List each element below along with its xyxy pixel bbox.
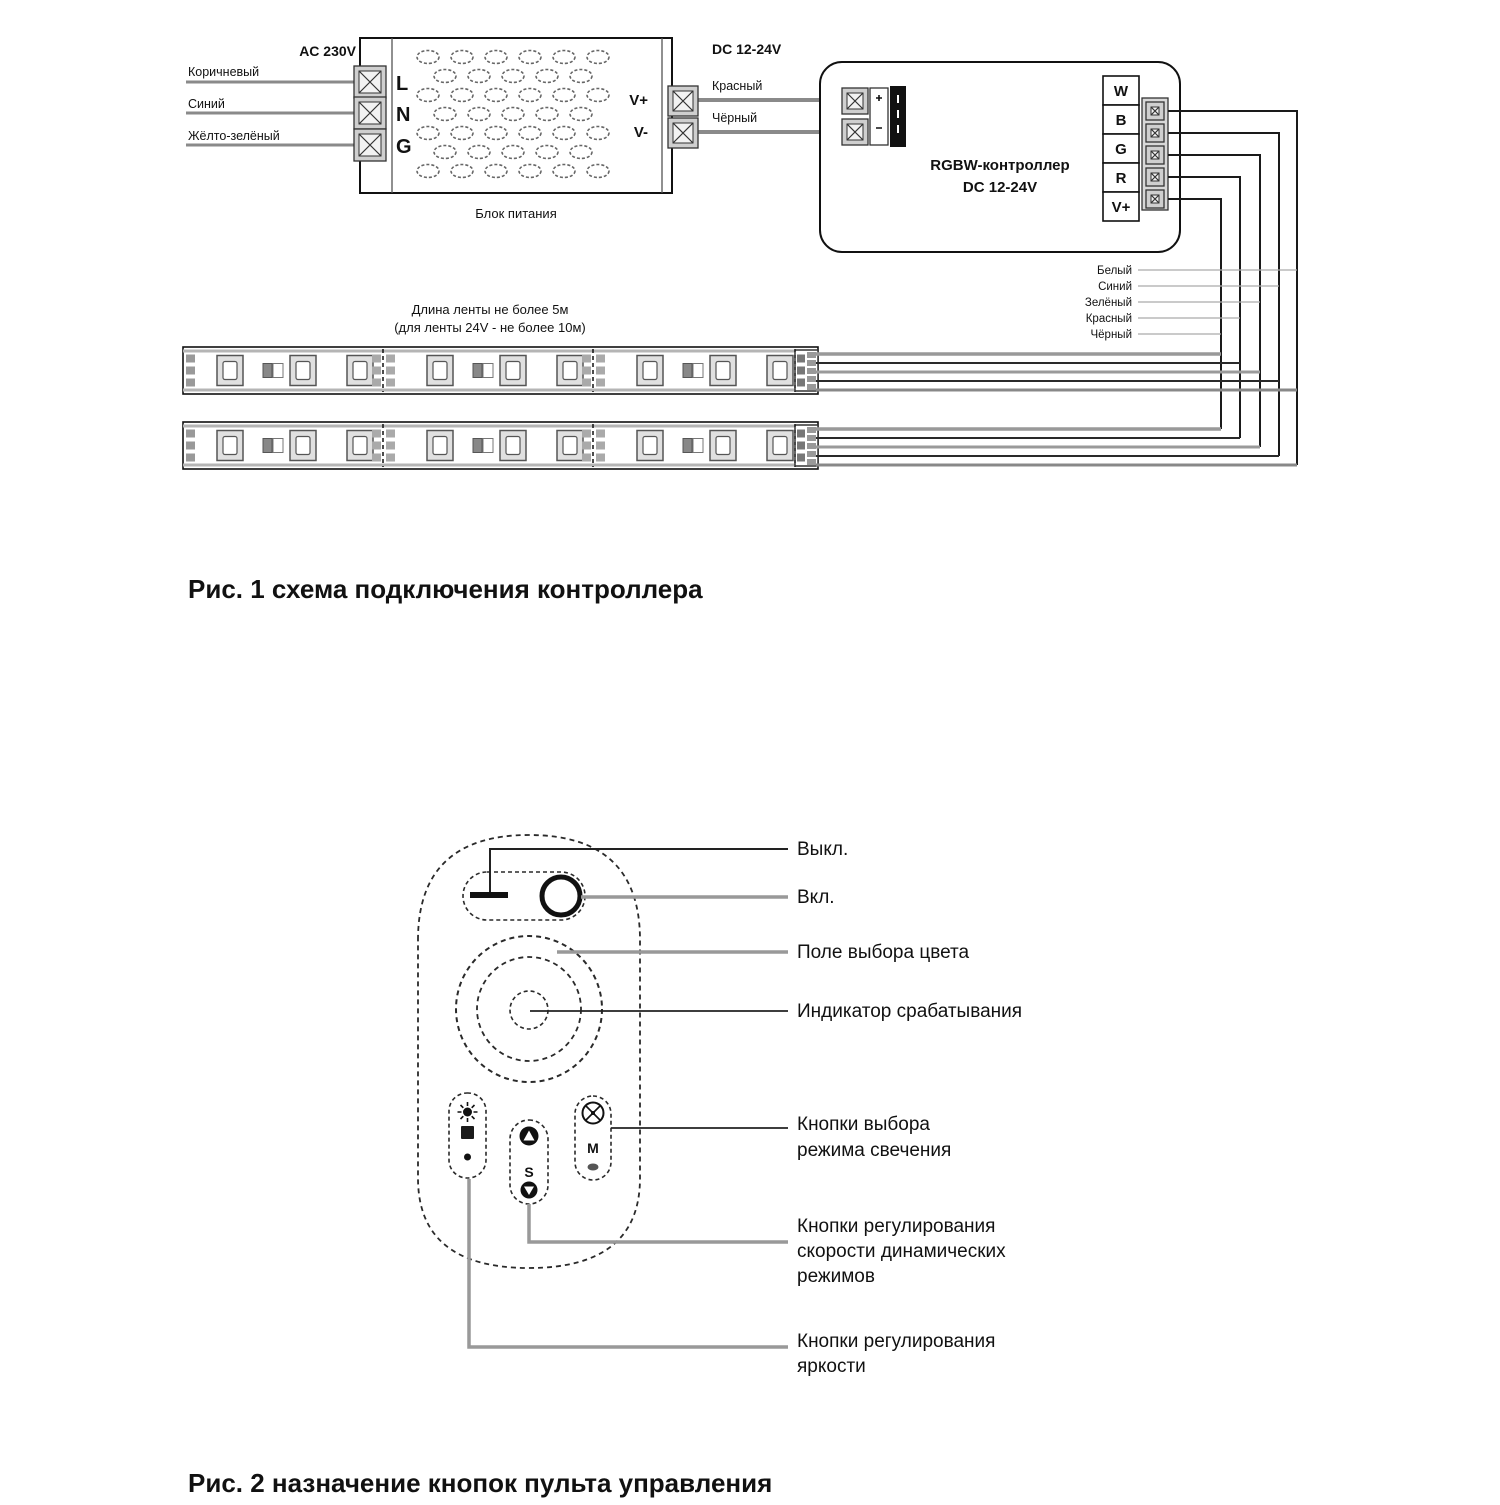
wire-color-red: Красный (1085, 313, 1132, 325)
screw-terminal (354, 129, 386, 161)
solder-pad (582, 355, 591, 363)
psu-vplus-label: V+ (629, 92, 648, 109)
psu-caption: Блок питания (475, 206, 557, 221)
solder-pad (372, 367, 381, 375)
solder-pad (797, 442, 805, 450)
controller-title: RGBW-контроллер (930, 157, 1070, 174)
wire-label-brown: Коричневый (188, 65, 260, 79)
wire-label-yellow-green: Жёлто-зелёный (188, 129, 280, 143)
screw-terminal (842, 119, 868, 145)
led-chip-window (563, 362, 577, 380)
solder-pad (596, 367, 605, 375)
solder-pad (186, 379, 195, 387)
label-speed-3: режимов (797, 1266, 875, 1287)
label-off: Выкл. (797, 839, 849, 860)
mode-button-group[interactable] (575, 1096, 611, 1180)
solder-pad (582, 430, 591, 438)
connector-pad (807, 443, 816, 449)
indicator-led (510, 991, 548, 1029)
solder-pad (186, 454, 195, 462)
resistor (263, 439, 272, 453)
screw-terminal (668, 118, 698, 148)
led-chip-window (716, 437, 730, 455)
solder-pad (797, 355, 805, 363)
led-chip-window (296, 362, 310, 380)
wire-run-white (1168, 111, 1297, 465)
led-chip-window (506, 437, 520, 455)
mode-alt-icon (588, 1164, 599, 1171)
strip-note-line2: (для ленты 24V - не более 10м) (394, 320, 586, 335)
solder-pad (582, 379, 591, 387)
brightness-key-icon (461, 1126, 474, 1139)
terminal-L: L (396, 73, 409, 95)
resistor (683, 364, 692, 378)
solder-pad (386, 442, 395, 450)
resistor (273, 439, 283, 453)
solder-pad (582, 367, 591, 375)
connector-pad (807, 451, 816, 457)
terminal-G: G (396, 136, 412, 158)
screw-terminal (354, 66, 386, 98)
resistor (473, 439, 482, 453)
wire-label-blue: Синий (188, 97, 225, 111)
led-chip-window (773, 437, 787, 455)
label-brightness-2: яркости (797, 1356, 866, 1377)
led-chip-window (353, 437, 367, 455)
figure1-caption: Рис. 1 схема подключения контроллера (188, 574, 703, 604)
screw-terminal (354, 97, 386, 129)
terminal-W: W (1113, 83, 1129, 100)
controller-output-wires (1168, 111, 1297, 465)
connector-pad (807, 435, 816, 441)
solder-pad (186, 430, 195, 438)
wire-label-black: Чёрный (712, 111, 758, 125)
led-chip-window (353, 362, 367, 380)
connector-pad (807, 368, 816, 374)
solder-pad (596, 379, 605, 387)
strip-feed-wires (816, 354, 1297, 465)
connector-pad (807, 360, 816, 366)
solder-pad (372, 379, 381, 387)
screw-terminal (668, 86, 698, 116)
led-chip-window (643, 437, 657, 455)
resistor (693, 364, 703, 378)
wire-color-black: Чёрный (1090, 329, 1132, 341)
dc-voltage-label: DC 12-24V (712, 41, 782, 57)
screw-terminal (1146, 102, 1164, 120)
label-mode-2: режима свечения (797, 1140, 952, 1161)
solder-pad (372, 355, 381, 363)
label-on: Вкл. (797, 887, 835, 908)
screw-terminal (842, 88, 868, 114)
led-chip-window (563, 437, 577, 455)
brightness-up-icon (458, 1102, 478, 1122)
led-chip-window (506, 362, 520, 380)
solder-pad (582, 454, 591, 462)
screw-terminal (1146, 146, 1164, 164)
connector-pad (807, 427, 816, 433)
led-chip-window (433, 437, 447, 455)
label-brightness-1: Кнопки регулирования (797, 1331, 996, 1352)
led-chip-window (223, 437, 237, 455)
solder-pad (386, 355, 395, 363)
terminal-R: R (1115, 170, 1127, 187)
screw-terminal (1146, 190, 1164, 208)
solder-pad (186, 355, 195, 363)
terminal-B: B (1115, 112, 1127, 129)
speed-button-group[interactable] (510, 1120, 548, 1204)
led-chip-window (433, 362, 447, 380)
solder-pad (386, 379, 395, 387)
terminal-G2: G (1115, 141, 1127, 158)
terminal-Vplus: V+ (1111, 199, 1131, 216)
label-mode-1: Кнопки выбора (797, 1114, 930, 1135)
connector-pad (807, 352, 816, 358)
led-strip-2 (183, 422, 818, 469)
solder-pad (596, 454, 605, 462)
solder-pad (582, 442, 591, 450)
strip-note-line1: Длина ленты не более 5м (411, 302, 569, 317)
wire-color-labels (1085, 265, 1297, 341)
terminal-N: N (396, 104, 411, 126)
on-button[interactable] (542, 877, 580, 915)
resistor (473, 364, 482, 378)
wire-run-blue (1168, 133, 1279, 456)
solder-pad (186, 367, 195, 375)
resistor (483, 439, 493, 453)
led-chip-window (773, 362, 787, 380)
mode-wheel-icon (583, 1103, 604, 1124)
connector-pad (807, 459, 816, 465)
led-chip-window (223, 362, 237, 380)
figure2-caption: Рис. 2 назначение кнопок пульта управления (188, 1468, 773, 1498)
wire-color-green: Зелёный (1084, 297, 1132, 309)
solder-pad (372, 430, 381, 438)
solder-pad (797, 430, 805, 438)
solder-pad (596, 442, 605, 450)
solder-pad (386, 367, 395, 375)
wire-color-blue: Синий (1098, 281, 1132, 293)
speed-letter: S (524, 1164, 534, 1180)
connector-pad (807, 376, 816, 382)
solder-pad (797, 454, 805, 462)
resistor (483, 364, 493, 378)
label-color-field: Поле выбора цвета (797, 942, 970, 963)
led-strip-1 (183, 347, 818, 394)
wire-label-red: Красный (712, 79, 763, 93)
ac-voltage-label: AC 230V (299, 43, 356, 59)
solder-pad (386, 454, 395, 462)
solder-pad (797, 379, 805, 387)
label-indicator: Индикатор срабатывания (797, 1001, 1023, 1022)
resistor (273, 364, 283, 378)
led-chip-window (716, 362, 730, 380)
brightness-button-group[interactable] (449, 1093, 486, 1178)
solder-pad (596, 430, 605, 438)
solder-pad (186, 442, 195, 450)
off-button[interactable] (470, 892, 508, 898)
label-speed-2: скорости динамических (797, 1241, 1006, 1262)
mode-letter: M (587, 1140, 599, 1156)
solder-pad (386, 430, 395, 438)
screw-terminal (1146, 124, 1164, 142)
resistor (263, 364, 272, 378)
led-chip-window (296, 437, 310, 455)
controller-terminals (1103, 76, 1139, 221)
solder-pad (596, 355, 605, 363)
resistor (693, 439, 703, 453)
screw-terminal (1146, 168, 1164, 186)
solder-pad (372, 454, 381, 462)
solder-pad (372, 442, 381, 450)
solder-pad (797, 367, 805, 375)
wire-color-white: Белый (1097, 265, 1132, 277)
psu-vminus-label: V- (633, 124, 648, 141)
resistor (683, 439, 692, 453)
led-chip-window (643, 362, 657, 380)
label-speed-1: Кнопки регулирования (797, 1216, 996, 1237)
controller-subtitle: DC 12-24V (962, 179, 1038, 196)
brightness-down-icon (464, 1154, 471, 1161)
connector-pad (807, 384, 816, 390)
